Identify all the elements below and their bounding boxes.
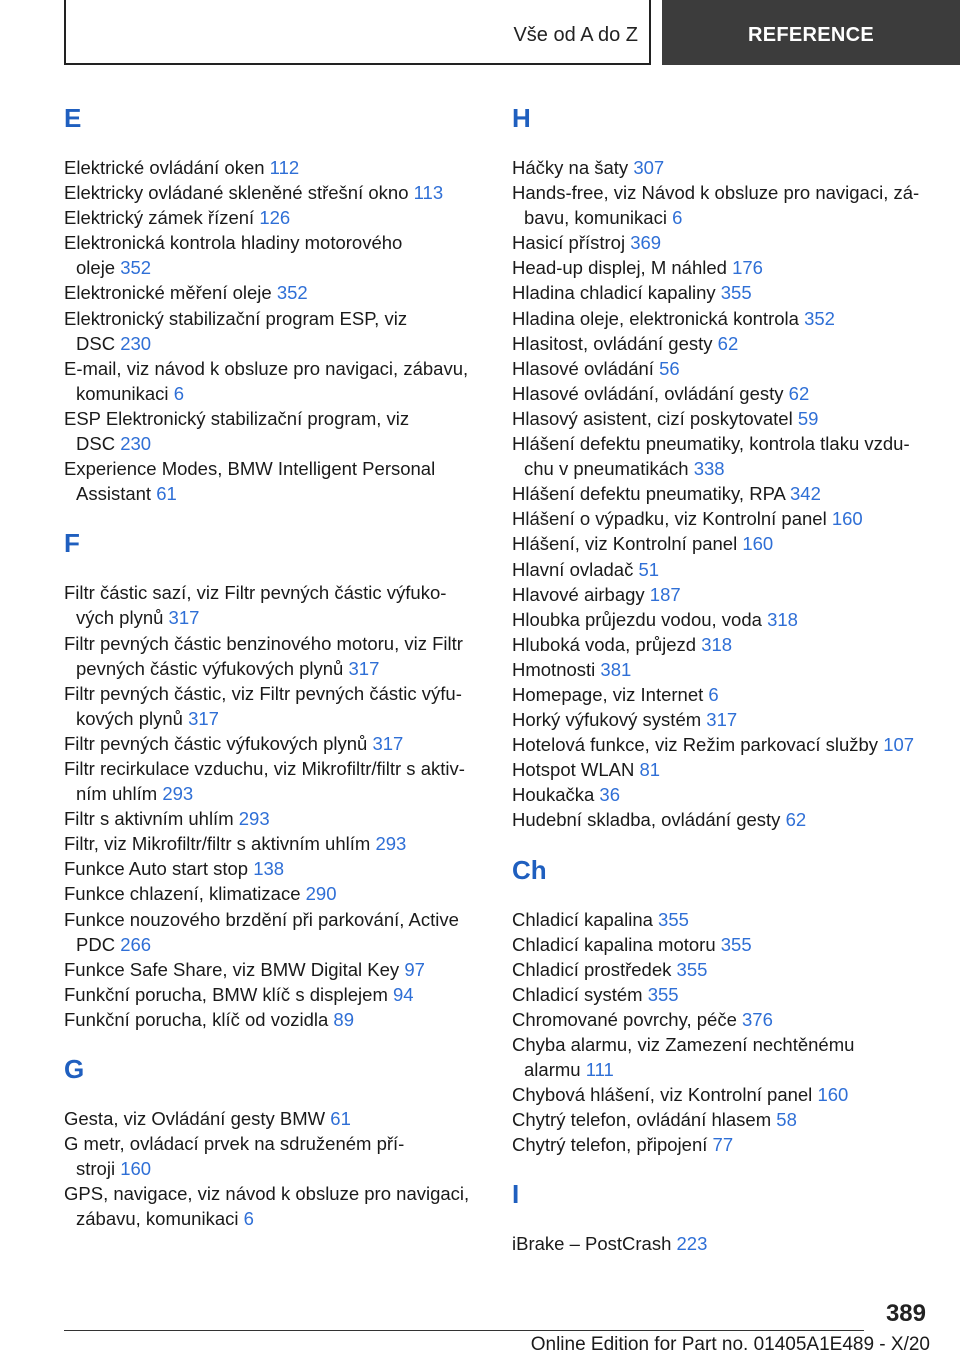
index-entry-page-link[interactable]: 338 bbox=[693, 458, 725, 480]
index-entry-page-link[interactable]: 160 bbox=[817, 1084, 849, 1106]
index-entry-text: Filtr pevných částic výfukových plynů bbox=[64, 732, 368, 754]
index-entry-text: Hlavové airbagy bbox=[512, 583, 645, 605]
index-entry-text: Hudební skladba, ovládání gesty bbox=[512, 809, 781, 831]
index-entry bbox=[64, 982, 484, 1007]
index-entry bbox=[512, 431, 932, 481]
index-entry bbox=[512, 406, 932, 431]
index-entry bbox=[64, 1131, 484, 1181]
index-entry-text: Hlášení o výpadku, viz Kontrolní panel bbox=[512, 508, 827, 530]
index-entry-text: Funkční porucha, klíč od vozidla bbox=[64, 1008, 329, 1030]
index-entry-page-link[interactable]: 62 bbox=[788, 382, 810, 404]
header-line-top bbox=[64, 0, 66, 64]
index-entry-page-link[interactable]: 355 bbox=[658, 908, 689, 930]
index-entry bbox=[64, 356, 484, 406]
index-entry-text: Filtr, viz Mikrofiltr/filtr s aktivním uhlím bbox=[64, 833, 371, 855]
index-entry-page-link[interactable]: 6 bbox=[173, 382, 184, 404]
index-entry-text: Horký výfukový systém bbox=[512, 709, 702, 731]
index-entry-text: Chladicí systém bbox=[512, 983, 643, 1005]
footer-rule bbox=[64, 1330, 864, 1331]
index-entry-page-link[interactable]: 317 bbox=[706, 709, 738, 731]
index-entry bbox=[64, 1007, 484, 1032]
index-entry bbox=[512, 582, 932, 607]
index-entry-text: Hasicí přístroj bbox=[512, 232, 626, 254]
index-entry-text: Chladicí kapalina motoru bbox=[512, 933, 716, 955]
index-entry-text: Hluboká voda, průjezd bbox=[512, 633, 697, 655]
index-column-left bbox=[64, 100, 484, 1231]
index-letter-heading: G bbox=[64, 1054, 85, 1084]
index-entry bbox=[512, 356, 932, 381]
index-entry bbox=[512, 381, 932, 406]
index-entry bbox=[64, 205, 484, 230]
index-entry-text: iBrake – PostCrash bbox=[512, 1233, 672, 1255]
index-entry-page-link[interactable]: 223 bbox=[676, 1233, 708, 1255]
index-entry bbox=[64, 1106, 484, 1131]
index-entry-text: Hlavní ovladač bbox=[512, 558, 634, 580]
index-entry bbox=[512, 932, 932, 957]
index-entry bbox=[64, 580, 484, 630]
index-entry-text: Funkce chlazení, klimatizace bbox=[64, 883, 301, 905]
index-entry-page-link[interactable]: 317 bbox=[168, 607, 200, 629]
index-entry-text: Filtr recirkulace vzduchu, viz Mikrofiltr/filtr s aktiv- ním uhlím bbox=[64, 757, 465, 805]
index-entry-text: Hlášení defektu pneumatiky, kontrola tlaku vzdu- chu v pneumatikách bbox=[512, 433, 910, 480]
index-entry bbox=[512, 682, 932, 707]
index-entry bbox=[64, 155, 484, 180]
index-entry-page-link[interactable]: 6 bbox=[672, 207, 683, 229]
index-entry-page-link[interactable]: 58 bbox=[776, 1109, 797, 1131]
index-entry-page-link[interactable]: 355 bbox=[647, 983, 679, 1005]
index-entry-text: Elektronické měření oleje bbox=[64, 282, 272, 304]
index-entry-page-link[interactable]: 318 bbox=[701, 633, 733, 655]
index-entry-text: Háčky na šaty bbox=[512, 157, 629, 178]
index-entry bbox=[64, 731, 484, 756]
index-entry-page-link[interactable]: 112 bbox=[269, 157, 300, 178]
index-entry-text: Hladina chladicí kapaliny bbox=[512, 282, 716, 304]
index-entry bbox=[512, 481, 932, 506]
index-entry bbox=[512, 982, 932, 1007]
index-entry bbox=[512, 807, 932, 832]
section-title: Vše od A do Z bbox=[513, 24, 638, 46]
index-entry bbox=[64, 180, 484, 205]
index-entry-page-link[interactable]: 369 bbox=[630, 232, 662, 254]
index-entry-text: Hlasový asistent, cizí poskytovatel bbox=[512, 407, 793, 429]
index-entry-text: Hlasitost, ovládání gesty bbox=[512, 332, 713, 354]
index-letter-heading: Ch bbox=[512, 854, 547, 885]
index-entry bbox=[512, 230, 932, 255]
index-entry-page-link[interactable]: 318 bbox=[767, 608, 798, 630]
index-entry bbox=[512, 782, 932, 807]
index-entry-page-link[interactable]: 290 bbox=[305, 883, 337, 905]
index-entry-page-link[interactable]: 317 bbox=[348, 657, 380, 679]
index-entry bbox=[512, 331, 932, 356]
index-entry bbox=[64, 907, 484, 957]
index-entry-text: Funkční porucha, BMW klíč s displejem bbox=[64, 983, 388, 1005]
index-entry-text: Elektronický stabilizační program ESP, viz DSC bbox=[64, 307, 408, 354]
index-entry bbox=[64, 280, 484, 305]
index-entry-page-link[interactable]: 113 bbox=[413, 182, 444, 204]
index-entry bbox=[512, 255, 932, 280]
index-entry bbox=[64, 631, 484, 681]
index-entry-text: Filtr pevných částic benzinového motoru, viz Filtr pevných částic výfukových plynů bbox=[64, 632, 463, 679]
index-letter-heading: H bbox=[512, 103, 531, 133]
index-entry-page-link[interactable]: 138 bbox=[253, 858, 285, 880]
index-entry-page-link[interactable]: 56 bbox=[659, 357, 680, 379]
index-entry-text: Filtr částic sazí, viz Filtr pevných částic výfuko- vých plynů bbox=[64, 582, 447, 629]
index-entry bbox=[64, 856, 484, 881]
index-entry-text: Funkce nouzového brzdění při parkování, Active PDC bbox=[64, 908, 459, 955]
index-entry-text: Chytrý telefon, připojení bbox=[512, 1134, 708, 1156]
index-entry-text: Hmotnosti bbox=[512, 658, 596, 680]
index-entry bbox=[512, 180, 932, 230]
index-entry-text: ESP Elektronický stabilizační program, viz DSC bbox=[64, 407, 410, 455]
index-entry-page-link[interactable]: 307 bbox=[633, 157, 665, 178]
index-letter-heading: I bbox=[512, 1179, 520, 1210]
index-entry bbox=[512, 280, 932, 305]
index-entry-page-link[interactable]: 61 bbox=[330, 1108, 351, 1129]
index-entry-page-link[interactable]: 89 bbox=[333, 1008, 354, 1030]
index-entry-page-link[interactable]: 355 bbox=[720, 282, 752, 304]
index-entry bbox=[512, 907, 932, 932]
index-entry-page-link[interactable]: 230 bbox=[120, 433, 152, 455]
index-entry-page-link[interactable]: 230 bbox=[120, 332, 152, 354]
index-entry-text: Chromované povrchy, péče bbox=[512, 1008, 737, 1030]
index-entry-page-link[interactable]: 293 bbox=[162, 783, 194, 805]
index-entry-text: Chladicí kapalina bbox=[512, 908, 653, 930]
index-entry-text: Chybová hlášení, viz Kontrolní panel bbox=[512, 1084, 813, 1106]
index-entry-text: Hloubka průjezdu vodou, voda bbox=[512, 608, 762, 630]
header-line-bottom bbox=[64, 63, 650, 65]
index-entry-page-link[interactable]: 317 bbox=[372, 732, 404, 754]
index-letter-heading: E bbox=[64, 103, 82, 133]
index-letter-heading: F bbox=[64, 528, 80, 559]
index-entry-page-link[interactable]: 6 bbox=[243, 1208, 254, 1230]
index-entry-page-link[interactable]: 111 bbox=[585, 1059, 614, 1081]
index-entry-text: Filtr s aktivním uhlím bbox=[64, 808, 234, 830]
index-entry-text: Elektrické ovládání oken bbox=[64, 157, 265, 178]
index-entry-page-link[interactable]: 62 bbox=[717, 332, 739, 354]
index-entry bbox=[512, 732, 932, 757]
index-entry bbox=[512, 657, 932, 682]
index-entry-text: Hotelová funkce, viz Režim parkovací služby bbox=[512, 734, 879, 756]
index-entry-page-link[interactable]: 36 bbox=[599, 784, 620, 806]
index-entry-text: Chytrý telefon, ovládání hlasem bbox=[512, 1109, 772, 1131]
index-entry-page-link[interactable]: 59 bbox=[797, 407, 819, 429]
index-entry-text: Hladina oleje, elektronická kontrola bbox=[512, 307, 799, 329]
index-entry-page-link[interactable]: 107 bbox=[883, 734, 915, 756]
index-entry-page-link[interactable]: 352 bbox=[276, 282, 308, 304]
index-entry bbox=[512, 957, 932, 982]
group-gap bbox=[64, 1032, 484, 1051]
index-entry-text: Hlasové ovládání bbox=[512, 357, 654, 379]
index-entry-page-link[interactable]: 355 bbox=[720, 933, 752, 955]
index-entry-page-link[interactable]: 160 bbox=[120, 1158, 152, 1180]
index-entry-text: E-mail, viz návod k obsluze pro navigaci, zábavu, komunikaci bbox=[64, 357, 469, 404]
index-entry-text: Elektronická kontrola hladiny motorového oleje bbox=[64, 232, 403, 279]
index-entry-page-link[interactable]: 381 bbox=[600, 658, 632, 680]
index-entry-page-link[interactable]: 293 bbox=[375, 833, 407, 855]
index-entry-page-link[interactable]: 81 bbox=[639, 759, 661, 781]
index-entry bbox=[64, 306, 484, 356]
group-gap bbox=[64, 506, 484, 525]
index-entry-page-link[interactable]: 160 bbox=[742, 533, 774, 555]
index-entry-page-link[interactable]: 376 bbox=[742, 1008, 773, 1030]
index-entry-text: Chyba alarmu, viz Zamezení nechtěnému alarmu bbox=[512, 1034, 855, 1081]
index-entry-text: Hlášení, viz Kontrolní panel bbox=[512, 533, 738, 555]
index-entry bbox=[64, 881, 484, 906]
index-entry-page-link[interactable]: 352 bbox=[120, 257, 152, 279]
index-entry-text: Homepage, viz Internet bbox=[512, 683, 704, 705]
index-entry-page-link[interactable]: 176 bbox=[732, 257, 763, 279]
index-entry-page-link[interactable]: 187 bbox=[649, 583, 681, 605]
index-entry-text: Head-up displej, M náhled bbox=[512, 257, 727, 279]
index-entry bbox=[512, 607, 932, 632]
index-entry bbox=[512, 306, 932, 331]
group-gap bbox=[512, 833, 932, 852]
index-entry-text: Hlasové ovládání, ovládání gesty bbox=[512, 382, 784, 404]
index-entry bbox=[512, 1082, 932, 1107]
index-column-right bbox=[512, 100, 932, 1257]
index-entry-page-link[interactable]: 293 bbox=[238, 808, 270, 830]
index-entry-text: Filtr pevných částic, viz Filtr pevných částic výfu- kových plynů bbox=[64, 682, 462, 729]
index-entry-text: Funkce Safe Share, viz BMW Digital Key bbox=[64, 958, 400, 980]
index-entry-page-link[interactable]: 126 bbox=[259, 207, 291, 229]
index-entry bbox=[64, 957, 484, 982]
index-entry-text: Hands-free, viz Návod k obsluze pro navigaci, zá- bavu, komunikaci bbox=[512, 182, 920, 229]
index-entry bbox=[512, 1132, 932, 1157]
reference-tab[interactable]: REFERENCE bbox=[662, 0, 960, 65]
index-entry-page-link[interactable]: 77 bbox=[712, 1134, 734, 1156]
group-gap bbox=[512, 1157, 932, 1176]
index-entry-text: Funkce Auto start stop bbox=[64, 858, 249, 880]
index-entry bbox=[512, 1032, 932, 1082]
index-entry bbox=[64, 806, 484, 831]
index-entry-text: Experience Modes, BMW Intelligent Personal Assistant bbox=[64, 458, 436, 505]
index-entry-text: Elektrický zámek řízení bbox=[64, 207, 255, 229]
index-entry bbox=[64, 681, 484, 731]
index-entry-page-link[interactable]: 62 bbox=[785, 809, 807, 831]
index-entry bbox=[64, 1181, 484, 1231]
index-entry-page-link[interactable]: 266 bbox=[120, 933, 152, 955]
index-entry-text: Chladicí prostředek bbox=[512, 958, 672, 980]
index-entry-page-link[interactable]: 61 bbox=[156, 483, 177, 505]
index-entry-text: Gesta, viz Ovládání gesty BMW bbox=[64, 1108, 326, 1129]
index-entry bbox=[64, 406, 484, 456]
index-entry bbox=[512, 1007, 932, 1032]
index-entry-text: Elektricky ovládané skleněné střešní okno bbox=[64, 182, 409, 204]
index-entry bbox=[64, 831, 484, 856]
index-entry-page-link[interactable]: 6 bbox=[708, 683, 719, 705]
index-entry bbox=[512, 155, 932, 180]
page-number: 389 bbox=[885, 1300, 926, 1327]
index-entry bbox=[64, 756, 484, 806]
index-entry bbox=[64, 456, 484, 506]
index-entry bbox=[512, 557, 932, 582]
index-entry-text: Houkačka bbox=[512, 784, 595, 806]
index-entry-page-link[interactable]: 160 bbox=[831, 508, 863, 530]
index-entry-page-link[interactable]: 94 bbox=[393, 983, 414, 1005]
index-entry-text: G metr, ovládací prvek na sdruženém pří- stroji bbox=[64, 1133, 405, 1180]
index-entry bbox=[64, 230, 484, 280]
header-separator bbox=[649, 0, 651, 65]
index-entry-text: Hotspot WLAN bbox=[512, 759, 635, 781]
index-entry-page-link[interactable]: 97 bbox=[404, 958, 425, 980]
index-entry-text: Hlášení defektu pneumatiky, RPA bbox=[512, 483, 785, 505]
index-entry-page-link[interactable]: 342 bbox=[790, 483, 821, 505]
index-entry-text: GPS, navigace, viz návod k obsluze pro navigaci, zábavu, komunikaci bbox=[64, 1183, 470, 1230]
index-entry bbox=[512, 757, 932, 782]
index-entry-page-link[interactable]: 355 bbox=[676, 958, 708, 980]
index-entry-page-link[interactable]: 352 bbox=[804, 307, 835, 329]
index-entry-page-link[interactable]: 317 bbox=[188, 707, 219, 729]
index-entry bbox=[512, 1107, 932, 1132]
index-entry bbox=[512, 506, 932, 531]
index-entry bbox=[512, 1231, 932, 1256]
index-entry-page-link[interactable]: 51 bbox=[638, 558, 660, 580]
index-entry bbox=[512, 632, 932, 657]
index-entry bbox=[512, 531, 932, 556]
index-entry bbox=[512, 707, 932, 732]
footer-edition-text: Online Edition for Part no. 01405A1E489 - X/20 bbox=[530, 1334, 930, 1355]
